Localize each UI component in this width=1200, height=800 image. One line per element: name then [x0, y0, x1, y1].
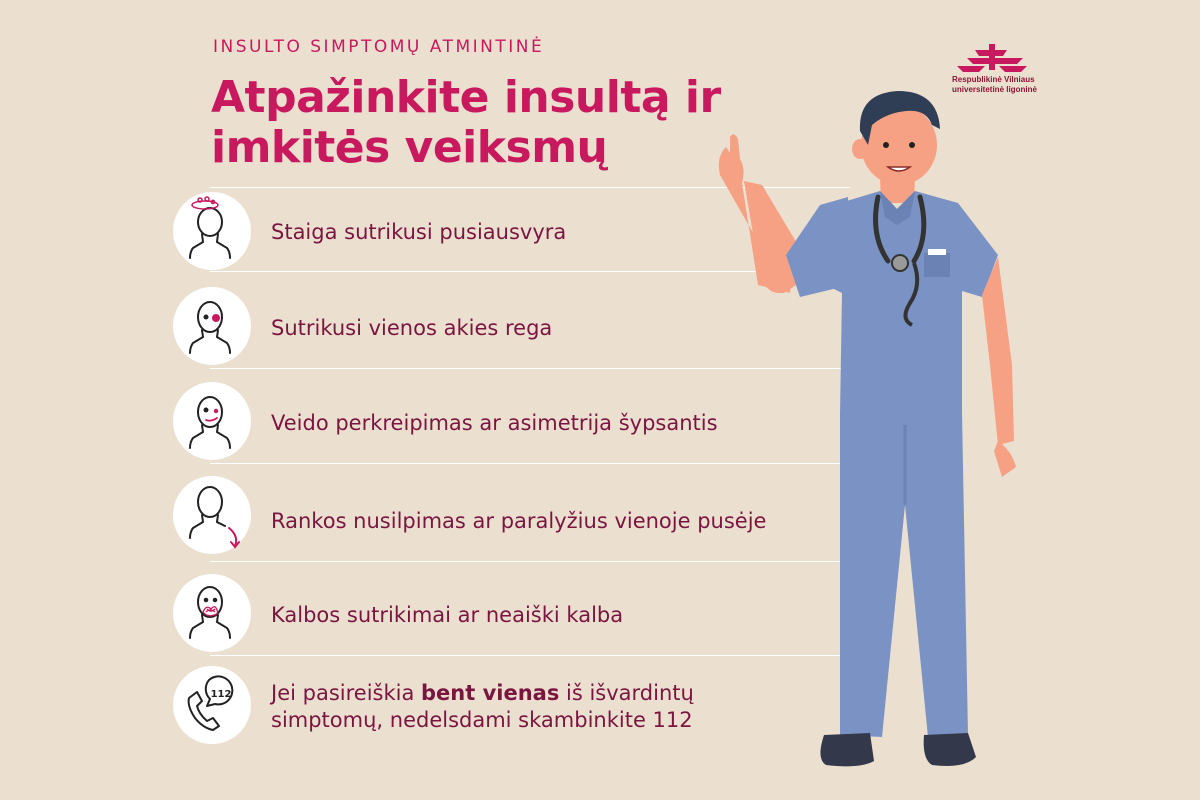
call-to-action-text — [271, 680, 694, 734]
title-line-1: Atpažinkite insultą ir — [211, 72, 721, 123]
eyebrow: INSULTO SIMPTOMŲ ATMINTINĖ — [213, 37, 545, 57]
arm-weakness-icon — [173, 476, 251, 554]
symptom-text: Kalbos sutrikimai ar neaiški kalba — [271, 603, 624, 627]
cta-suffix: iš išvardintų — [559, 681, 694, 705]
logo-line-2: universitetinė ligoninė — [952, 85, 1037, 94]
phone-badge: 112 — [210, 689, 232, 700]
symptom-text: Rankos nusilpimas ar paralyžius vienoje pusėje — [271, 509, 767, 533]
cta-bold: bent vienas — [421, 681, 560, 705]
face-asymmetry-icon — [173, 382, 251, 460]
cta-prefix: Jei pasireiškia — [271, 681, 422, 705]
logo-line-1: Respublikinė Vilniaus — [952, 75, 1035, 84]
dizzy-head-icon — [173, 192, 251, 270]
eye-vision-icon — [173, 287, 251, 365]
speech-disorder-icon — [173, 574, 251, 652]
cta-line-2: simptomų, nedelsdami skambinkite 112 — [271, 708, 693, 732]
symptom-text: Veido perkreipimas ar asimetrija šypsantis — [271, 411, 718, 435]
symptom-text: Sutrikusi vienos akies rega — [271, 316, 553, 340]
page-title — [211, 73, 721, 173]
title-line-2: imkitės veiksmų — [211, 122, 608, 173]
symptom-text: Staiga sutrikusi pusiausvyra — [271, 220, 567, 244]
doctor-illustration — [700, 85, 1040, 775]
phone-112-icon — [173, 666, 251, 744]
